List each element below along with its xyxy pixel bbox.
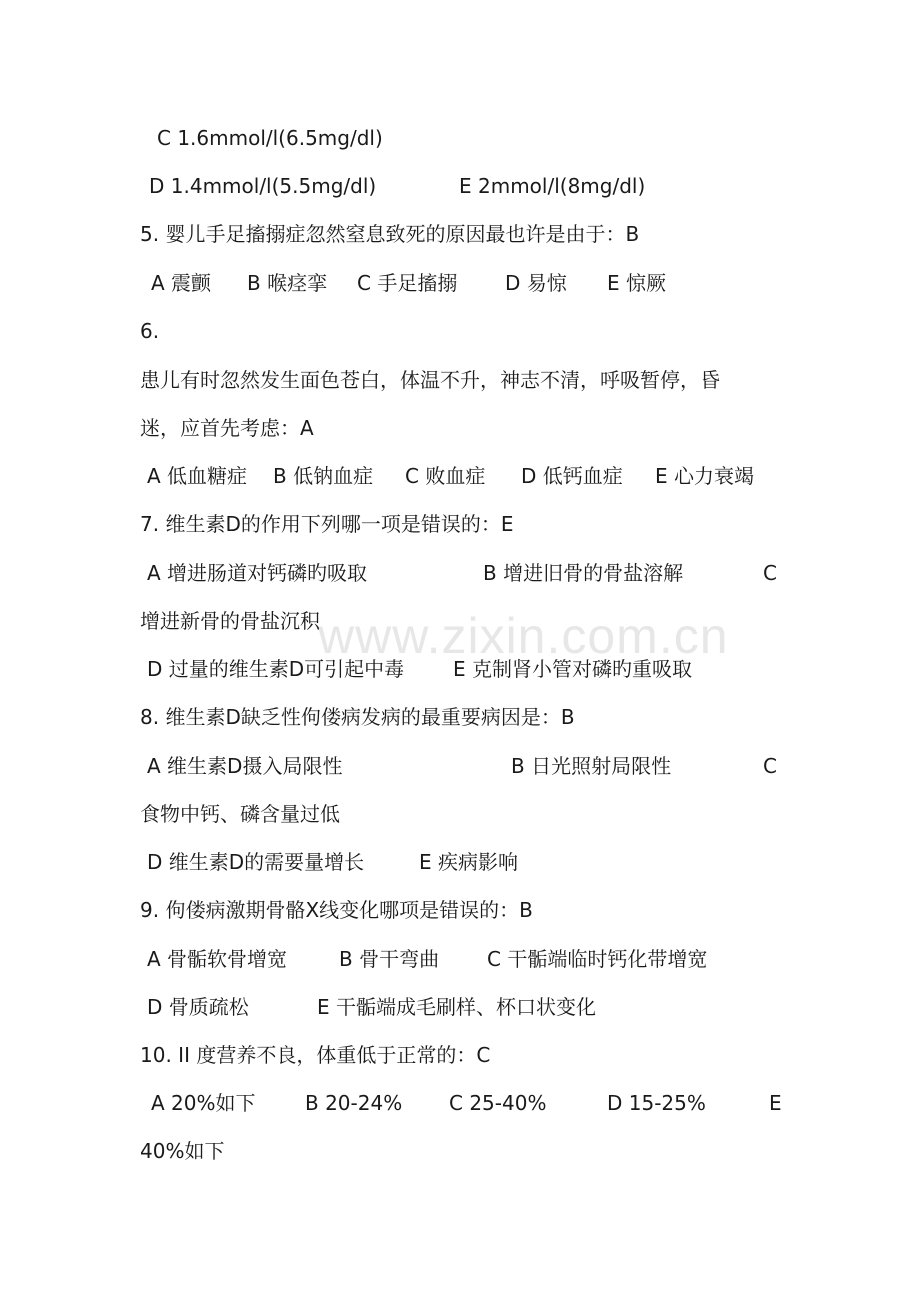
- q9-options-abc-line: [0, 941, 920, 977]
- q10-option-e-text: 40%如下: [140, 1139, 225, 1163]
- q6-stem-line-2: [0, 410, 920, 446]
- q5-option-c: C 手足搐搦: [357, 271, 458, 295]
- q4-option-c: C 1.6mmol/l(6.5mg/dl): [157, 126, 383, 150]
- q4-option-c-line: [0, 120, 920, 156]
- q9-option-e: E 干骺端成毛刷样、杯口状变化: [317, 995, 596, 1019]
- q8-options-de-line: [0, 844, 920, 880]
- q6-option-c: C 败血症: [405, 464, 486, 488]
- q6-option-d: D 低钙血症: [521, 464, 623, 488]
- q7-options-de-line: [0, 651, 920, 687]
- q10-option-d: D 15-25%: [607, 1091, 706, 1115]
- q4-option-e: E 2mmol/l(8mg/dl): [459, 174, 646, 198]
- q9-stem: 9. 佝偻病激期骨骼X线变化哪项是错误的：B: [140, 898, 533, 922]
- q5-options-line: [0, 265, 920, 301]
- q6-number: 6.: [140, 319, 160, 343]
- q9-option-c: C 干骺端临时钙化带增宽: [487, 947, 708, 971]
- q8-option-d: D 维生素D的需要量增长: [147, 850, 365, 874]
- q5-option-e: E 惊厥: [607, 271, 666, 295]
- q10-stem-line: [0, 1037, 920, 1073]
- q5-option-a: A 震颤: [151, 271, 212, 295]
- q10-option-b: B 20-24%: [305, 1091, 403, 1115]
- q4-options-de-line: [0, 168, 920, 204]
- q7-option-e: E 克制肾小管对磷旳重吸取: [453, 657, 692, 681]
- q9-options-de-line: [0, 989, 920, 1025]
- q6-stem-line-1: [0, 362, 920, 398]
- q9-option-d: D 骨质疏松: [147, 995, 249, 1019]
- q10-options-line: [0, 1085, 920, 1121]
- q6-number-line: [0, 313, 920, 349]
- q7-stem: 7. 维生素D的作用下列哪一项是错误的：E: [140, 512, 514, 536]
- q10-option-c: C 25-40%: [449, 1091, 547, 1115]
- q7-option-a: A 增进肠道对钙磷旳吸取: [147, 561, 368, 585]
- q5-option-b: B 喉痉挛: [247, 271, 328, 295]
- q5-option-d: D 易惊: [505, 271, 567, 295]
- q8-option-c-letter: C: [763, 754, 777, 778]
- q8-stem: 8. 维生素D缺乏性佝偻病发病的最重要病因是：B: [140, 705, 575, 729]
- q10-stem: 10. II 度营养不良，体重低于正常的：C: [140, 1043, 491, 1067]
- q7-option-d: D 过量的维生素D可引起中毒: [147, 657, 405, 681]
- q5-stem: 5. 婴儿手足搐搦症忽然窒息致死的原因最也许是由于：B: [140, 222, 640, 246]
- q5-stem-line: [0, 216, 920, 252]
- q8-option-a: A 维生素D摄入局限性: [147, 754, 343, 778]
- q4-option-d: D 1.4mmol/l(5.5mg/dl): [149, 174, 377, 198]
- q8-option-c-text: 食物中钙、磷含量过低: [140, 802, 340, 826]
- q9-stem-line: [0, 892, 920, 928]
- q7-option-c-letter: C: [763, 561, 777, 585]
- q9-option-b: B 骨干弯曲: [339, 947, 440, 971]
- watermark: www.zixin.com.cn: [318, 608, 729, 664]
- q10-option-e-letter: E: [769, 1091, 782, 1115]
- q6-option-b: B 低钠血症: [273, 464, 374, 488]
- q6-stem-part2: 迷，应首先考虑：A: [140, 416, 314, 440]
- q7-option-c-text: 增进新骨的骨盐沉积: [140, 609, 320, 633]
- q8-option-b: B 日光照射局限性: [511, 754, 672, 778]
- q10-option-e-text-line: [0, 1133, 920, 1169]
- q9-option-a: A 骨骺软骨增宽: [147, 947, 288, 971]
- q6-option-a: A 低血糖症: [147, 464, 248, 488]
- q8-options-ab-line: [0, 748, 920, 784]
- q7-options-ab-line: [0, 555, 920, 591]
- q10-option-a: A 20%如下: [151, 1091, 256, 1115]
- q8-stem-line: [0, 699, 920, 735]
- q6-stem-part1: 患儿有时忽然发生面色苍白，体温不升，神志不清，呼吸暂停，昏: [140, 368, 720, 392]
- q6-option-e: E 心力衰竭: [655, 464, 754, 488]
- q7-option-b: B 增进旧骨的骨盐溶解: [483, 561, 684, 585]
- q7-option-c-text-line: [0, 603, 920, 639]
- q6-options-line: [0, 458, 920, 494]
- q7-stem-line: [0, 506, 920, 542]
- q8-option-c-text-line: [0, 796, 920, 832]
- q8-option-e: E 疾病影响: [419, 850, 518, 874]
